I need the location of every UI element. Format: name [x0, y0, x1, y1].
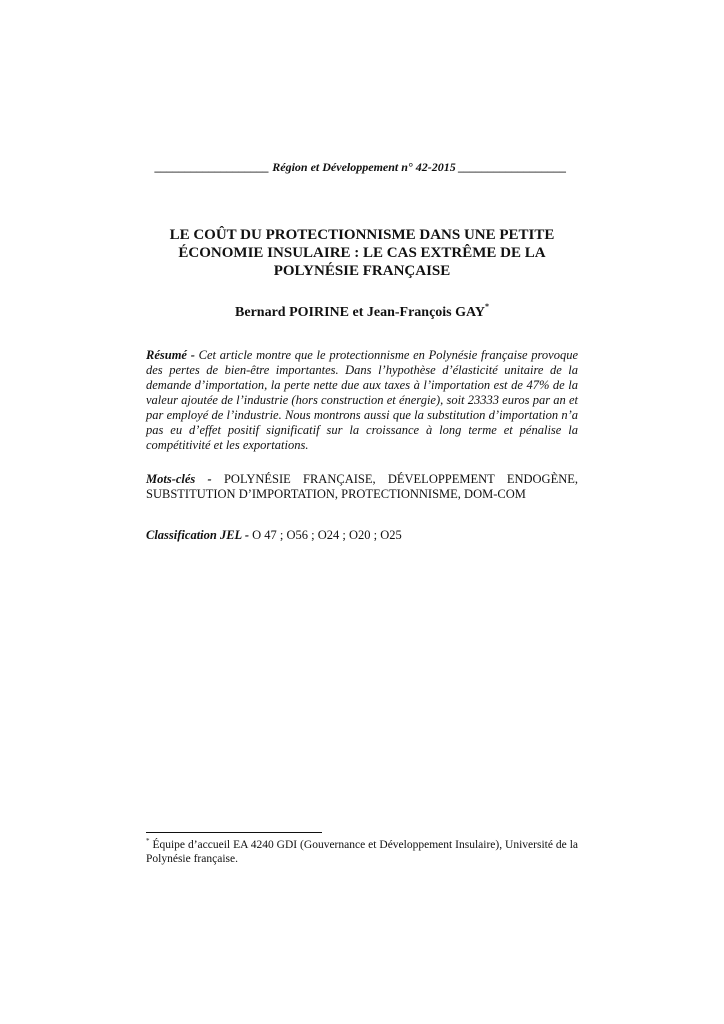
footnote [146, 838, 578, 866]
footnote-text: Équipe d’accueil EA 4240 GDI (Gouvernance et Développement Insulaire), Université de la Polynésie française. [146, 839, 579, 865]
jel-label: Classification JEL - [146, 528, 250, 542]
article-title [146, 226, 578, 280]
journal-name: Région et Développement n° 42-2015 [272, 160, 456, 174]
header-right-rule: __________________ [458, 160, 567, 174]
jel-codes: O 47 ; O56 ; O24 ; O20 ; O25 [252, 528, 402, 542]
author-footnote-mark: * [484, 302, 489, 311]
footnote-divider [146, 832, 322, 833]
abstract-text: Cet article montre que le protectionnisme en Polynésie française provoque des pertes de bien-être importantes. Dans l’hypothèse d’élasticité unitaire de la demande d’importation, la perte nette due aux taxes à l’importation est de 47% de la valeur ajoutée de l’industrie (hors construction et énergie), soit 23333 euros par an et par employé de l’industrie. Nous montrons aussi que la substitution d’importation n’a pas eu d’effet positif significatif sur la croissance à long terme et pénalise la compétitivité et les exportations. [146, 348, 578, 452]
header-left-rule: ___________________ [155, 160, 270, 174]
author-line [146, 302, 578, 321]
footnote-mark: * [146, 837, 150, 845]
title-line-3: POLYNÉSIE FRANÇAISE [273, 263, 451, 279]
author-names: Bernard POIRINE et Jean-François GAY [235, 305, 485, 320]
title-line-1: LE COÛT DU PROTECTIONNISME DANS UNE PETITE [169, 227, 555, 243]
jel-classification [146, 528, 578, 543]
keywords [146, 472, 578, 502]
keywords-text: POLYNÉSIE FRANÇAISE, DÉVELOPPEMENT ENDOGÈNE, SUBSTITUTION D’IMPORTATION, PROTECTIONNISME, DOM-COM [146, 472, 578, 501]
title-line-2: ÉCONOMIE INSULAIRE : LE CAS EXTRÊME DE LA [178, 245, 546, 261]
keywords-label: Mots-clés - [146, 472, 212, 486]
abstract [146, 348, 578, 453]
running-header [146, 160, 576, 175]
abstract-label: Résumé - [146, 348, 195, 362]
